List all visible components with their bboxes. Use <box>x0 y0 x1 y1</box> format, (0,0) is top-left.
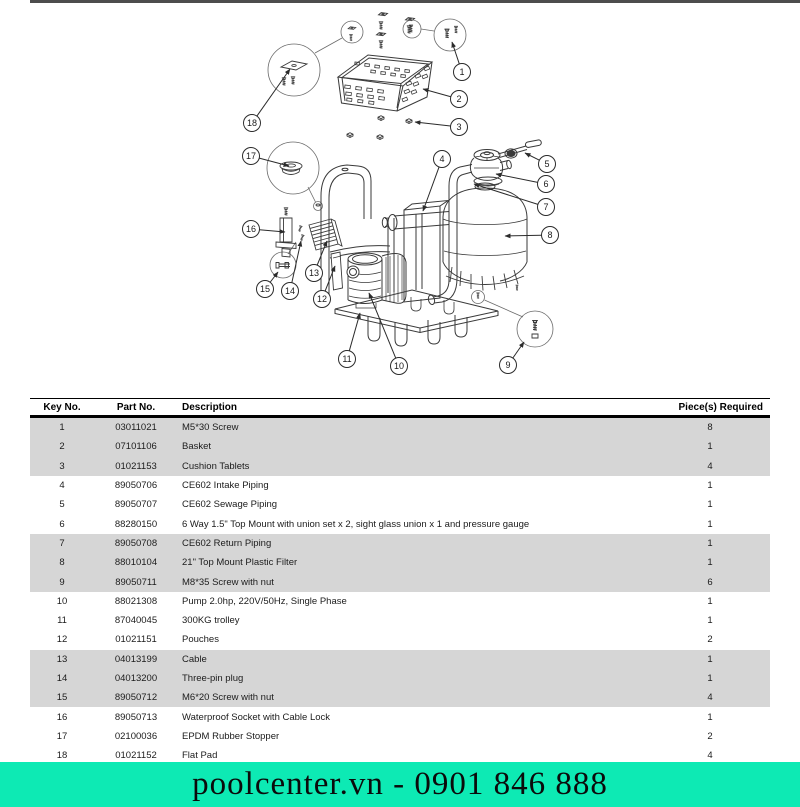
table-row <box>30 495 770 514</box>
callout-leader-16 <box>259 230 285 232</box>
callout-number-15: 15 <box>259 284 271 295</box>
exploded-parts-diagram <box>0 3 800 396</box>
cell-key: 12 <box>56 634 68 646</box>
callout-number-11: 11 <box>342 354 352 365</box>
cell-qty: 8 <box>707 422 713 434</box>
callout-number-7: 7 <box>543 202 549 213</box>
table-row <box>30 553 770 572</box>
loose-hardware-top <box>377 13 415 49</box>
cell-key: 6 <box>59 518 65 530</box>
table-row <box>30 669 770 688</box>
cell-key: 2 <box>59 441 65 453</box>
callout-leader-3 <box>415 122 451 126</box>
cell-desc: CE602 Return Piping <box>182 537 272 549</box>
cell-key: 18 <box>56 750 68 762</box>
cell-qty: 1 <box>707 518 713 530</box>
callout-number-16: 16 <box>245 224 257 235</box>
callout-number-10: 10 <box>393 361 405 372</box>
callout-number-12: 12 <box>316 294 328 305</box>
cell-part: 01021152 <box>115 750 157 762</box>
cell-desc: Cable <box>182 653 207 665</box>
cell-desc: Pump 2.0hp, 220V/50Hz, Single Phase <box>182 595 347 607</box>
cell-desc: Three-pin plug <box>182 673 244 684</box>
cell-part: 01021151 <box>115 634 157 646</box>
cell-part: 89050712 <box>114 692 158 704</box>
cell-desc: M6*20 Screw with nut <box>182 692 274 704</box>
cell-desc: M5*30 Screw <box>182 422 239 434</box>
cell-desc: CE602 Intake Piping <box>182 480 269 492</box>
cell-key: 9 <box>59 576 65 588</box>
cell-desc: Basket <box>182 441 212 453</box>
table-row <box>30 476 770 495</box>
callout-number-17: 17 <box>245 151 257 162</box>
dealer-banner <box>0 762 800 807</box>
cell-qty: 4 <box>707 692 713 704</box>
callout-leader-5 <box>525 153 539 160</box>
table-row <box>30 707 770 726</box>
callout-leader-10 <box>369 293 396 358</box>
callout-number-2: 2 <box>456 94 462 105</box>
cell-qty: 1 <box>707 499 713 511</box>
table-row <box>30 611 770 630</box>
col-header-part: Part No. <box>116 401 156 413</box>
callout-leader-9 <box>513 342 524 358</box>
callout-leader-1 <box>452 42 459 64</box>
cell-key: 16 <box>56 711 68 723</box>
cell-qty: 6 <box>707 576 713 588</box>
cell-part: 89050713 <box>114 711 158 723</box>
cell-qty: 1 <box>707 557 713 569</box>
cell-key: 14 <box>56 673 68 684</box>
cell-desc: M8*35 Screw with nut <box>182 576 274 588</box>
pump <box>347 253 406 308</box>
diagram-svg <box>0 3 800 396</box>
trolley-platform <box>335 290 498 346</box>
callout-number-3: 3 <box>456 122 462 133</box>
callout-number-6: 6 <box>543 179 549 190</box>
callout-leader-11 <box>349 313 360 351</box>
filter-tank <box>443 183 527 291</box>
cell-qty: 1 <box>707 653 713 665</box>
callout-layer <box>243 42 559 375</box>
cell-desc: Cushion Tablets <box>182 460 250 472</box>
detail-circles <box>267 19 553 347</box>
cell-qty: 1 <box>707 537 713 549</box>
table-row <box>30 650 770 669</box>
cell-part: 07101106 <box>115 441 157 453</box>
cell-part: 89050707 <box>114 499 158 511</box>
callout-number-9: 9 <box>505 360 511 371</box>
callout-number-5: 5 <box>544 159 550 170</box>
cell-part: 04013200 <box>114 673 158 684</box>
cell-desc: Pouches <box>182 634 219 646</box>
parts-table <box>30 398 770 765</box>
cell-key: 11 <box>57 615 67 627</box>
cell-key: 4 <box>59 480 65 492</box>
table-row <box>30 514 770 533</box>
cell-key: 13 <box>56 653 68 665</box>
cell-key: 7 <box>59 537 65 549</box>
cell-qty: 4 <box>707 460 713 472</box>
callout-leader-15 <box>270 272 278 282</box>
piping <box>382 165 472 306</box>
table-row <box>30 534 770 553</box>
cell-part: 88280150 <box>114 518 158 530</box>
cell-qty: 1 <box>707 673 713 684</box>
cell-desc: EPDM Rubber Stopper <box>182 730 280 742</box>
table-row <box>30 630 770 649</box>
cell-key: 5 <box>59 499 65 511</box>
cell-key: 8 <box>59 557 65 569</box>
cell-key: 1 <box>59 422 65 434</box>
cell-qty: 4 <box>707 750 713 762</box>
cell-desc: 300KG trolley <box>182 615 240 627</box>
parts-table-body <box>30 418 770 765</box>
cell-part: 89050708 <box>114 537 158 549</box>
callout-number-13: 13 <box>308 268 320 279</box>
cell-part: 01021153 <box>115 460 157 472</box>
table-row <box>30 572 770 591</box>
table-row <box>30 457 770 476</box>
table-row <box>30 688 770 707</box>
table-row <box>30 437 770 456</box>
callout-number-14: 14 <box>284 286 296 297</box>
callout-number-4: 4 <box>439 154 445 165</box>
cell-part: 89050711 <box>115 576 157 588</box>
callout-leader-18 <box>257 69 290 116</box>
housing-box <box>404 201 448 303</box>
cell-key: 3 <box>59 460 65 472</box>
table-row <box>30 418 770 437</box>
cell-qty: 2 <box>707 634 713 646</box>
cell-part: 02100036 <box>114 730 158 742</box>
cell-key: 15 <box>56 692 68 704</box>
callout-leader-8 <box>505 235 542 236</box>
cell-key: 10 <box>56 595 68 607</box>
cell-qty: 1 <box>707 595 713 607</box>
callout-leader-4 <box>423 167 439 211</box>
callout-leader-7 <box>474 184 538 204</box>
table-row <box>30 727 770 746</box>
col-header-qty: Piece(s) Required <box>678 401 763 413</box>
cell-desc: Waterproof Socket with Cable Lock <box>182 711 331 723</box>
cell-qty: 1 <box>707 441 713 453</box>
cell-key: 17 <box>56 730 68 742</box>
col-header-key: Key No. <box>43 401 81 413</box>
cell-part: 88021308 <box>114 595 158 607</box>
table-row <box>30 592 770 611</box>
col-header-desc: Description <box>182 401 238 413</box>
cell-qty: 1 <box>707 615 713 627</box>
cell-qty: 2 <box>707 730 713 742</box>
cushion-tablets <box>347 116 412 140</box>
cell-desc: CE602 Sewage Piping <box>182 499 278 511</box>
cell-part: 89050706 <box>114 480 158 492</box>
cell-desc: 21" Top Mount Plastic Filter <box>182 557 298 569</box>
basket <box>338 55 432 111</box>
waterproof-socket <box>276 208 296 257</box>
cell-part: 88010104 <box>114 557 158 569</box>
multiport-valve <box>470 139 541 186</box>
cell-part: 87040045 <box>114 615 158 627</box>
callout-number-8: 8 <box>547 230 553 241</box>
cell-desc: Flat Pad <box>182 750 218 762</box>
callout-number-1: 1 <box>459 67 465 78</box>
cell-part: 03011021 <box>115 422 157 434</box>
callout-leader-17 <box>259 158 289 166</box>
callout-number-18: 18 <box>246 118 258 129</box>
cell-desc: 6 Way 1.5" Top Mount with union set x 2, sight glass union x 1 and pressure gauge <box>182 518 530 530</box>
cell-qty: 1 <box>707 711 713 723</box>
cell-part: 04013199 <box>114 653 158 665</box>
table-header-row <box>30 398 770 418</box>
cell-qty: 1 <box>707 480 713 492</box>
dealer-banner-text: poolcenter.vn - 0901 846 888 <box>192 766 608 802</box>
